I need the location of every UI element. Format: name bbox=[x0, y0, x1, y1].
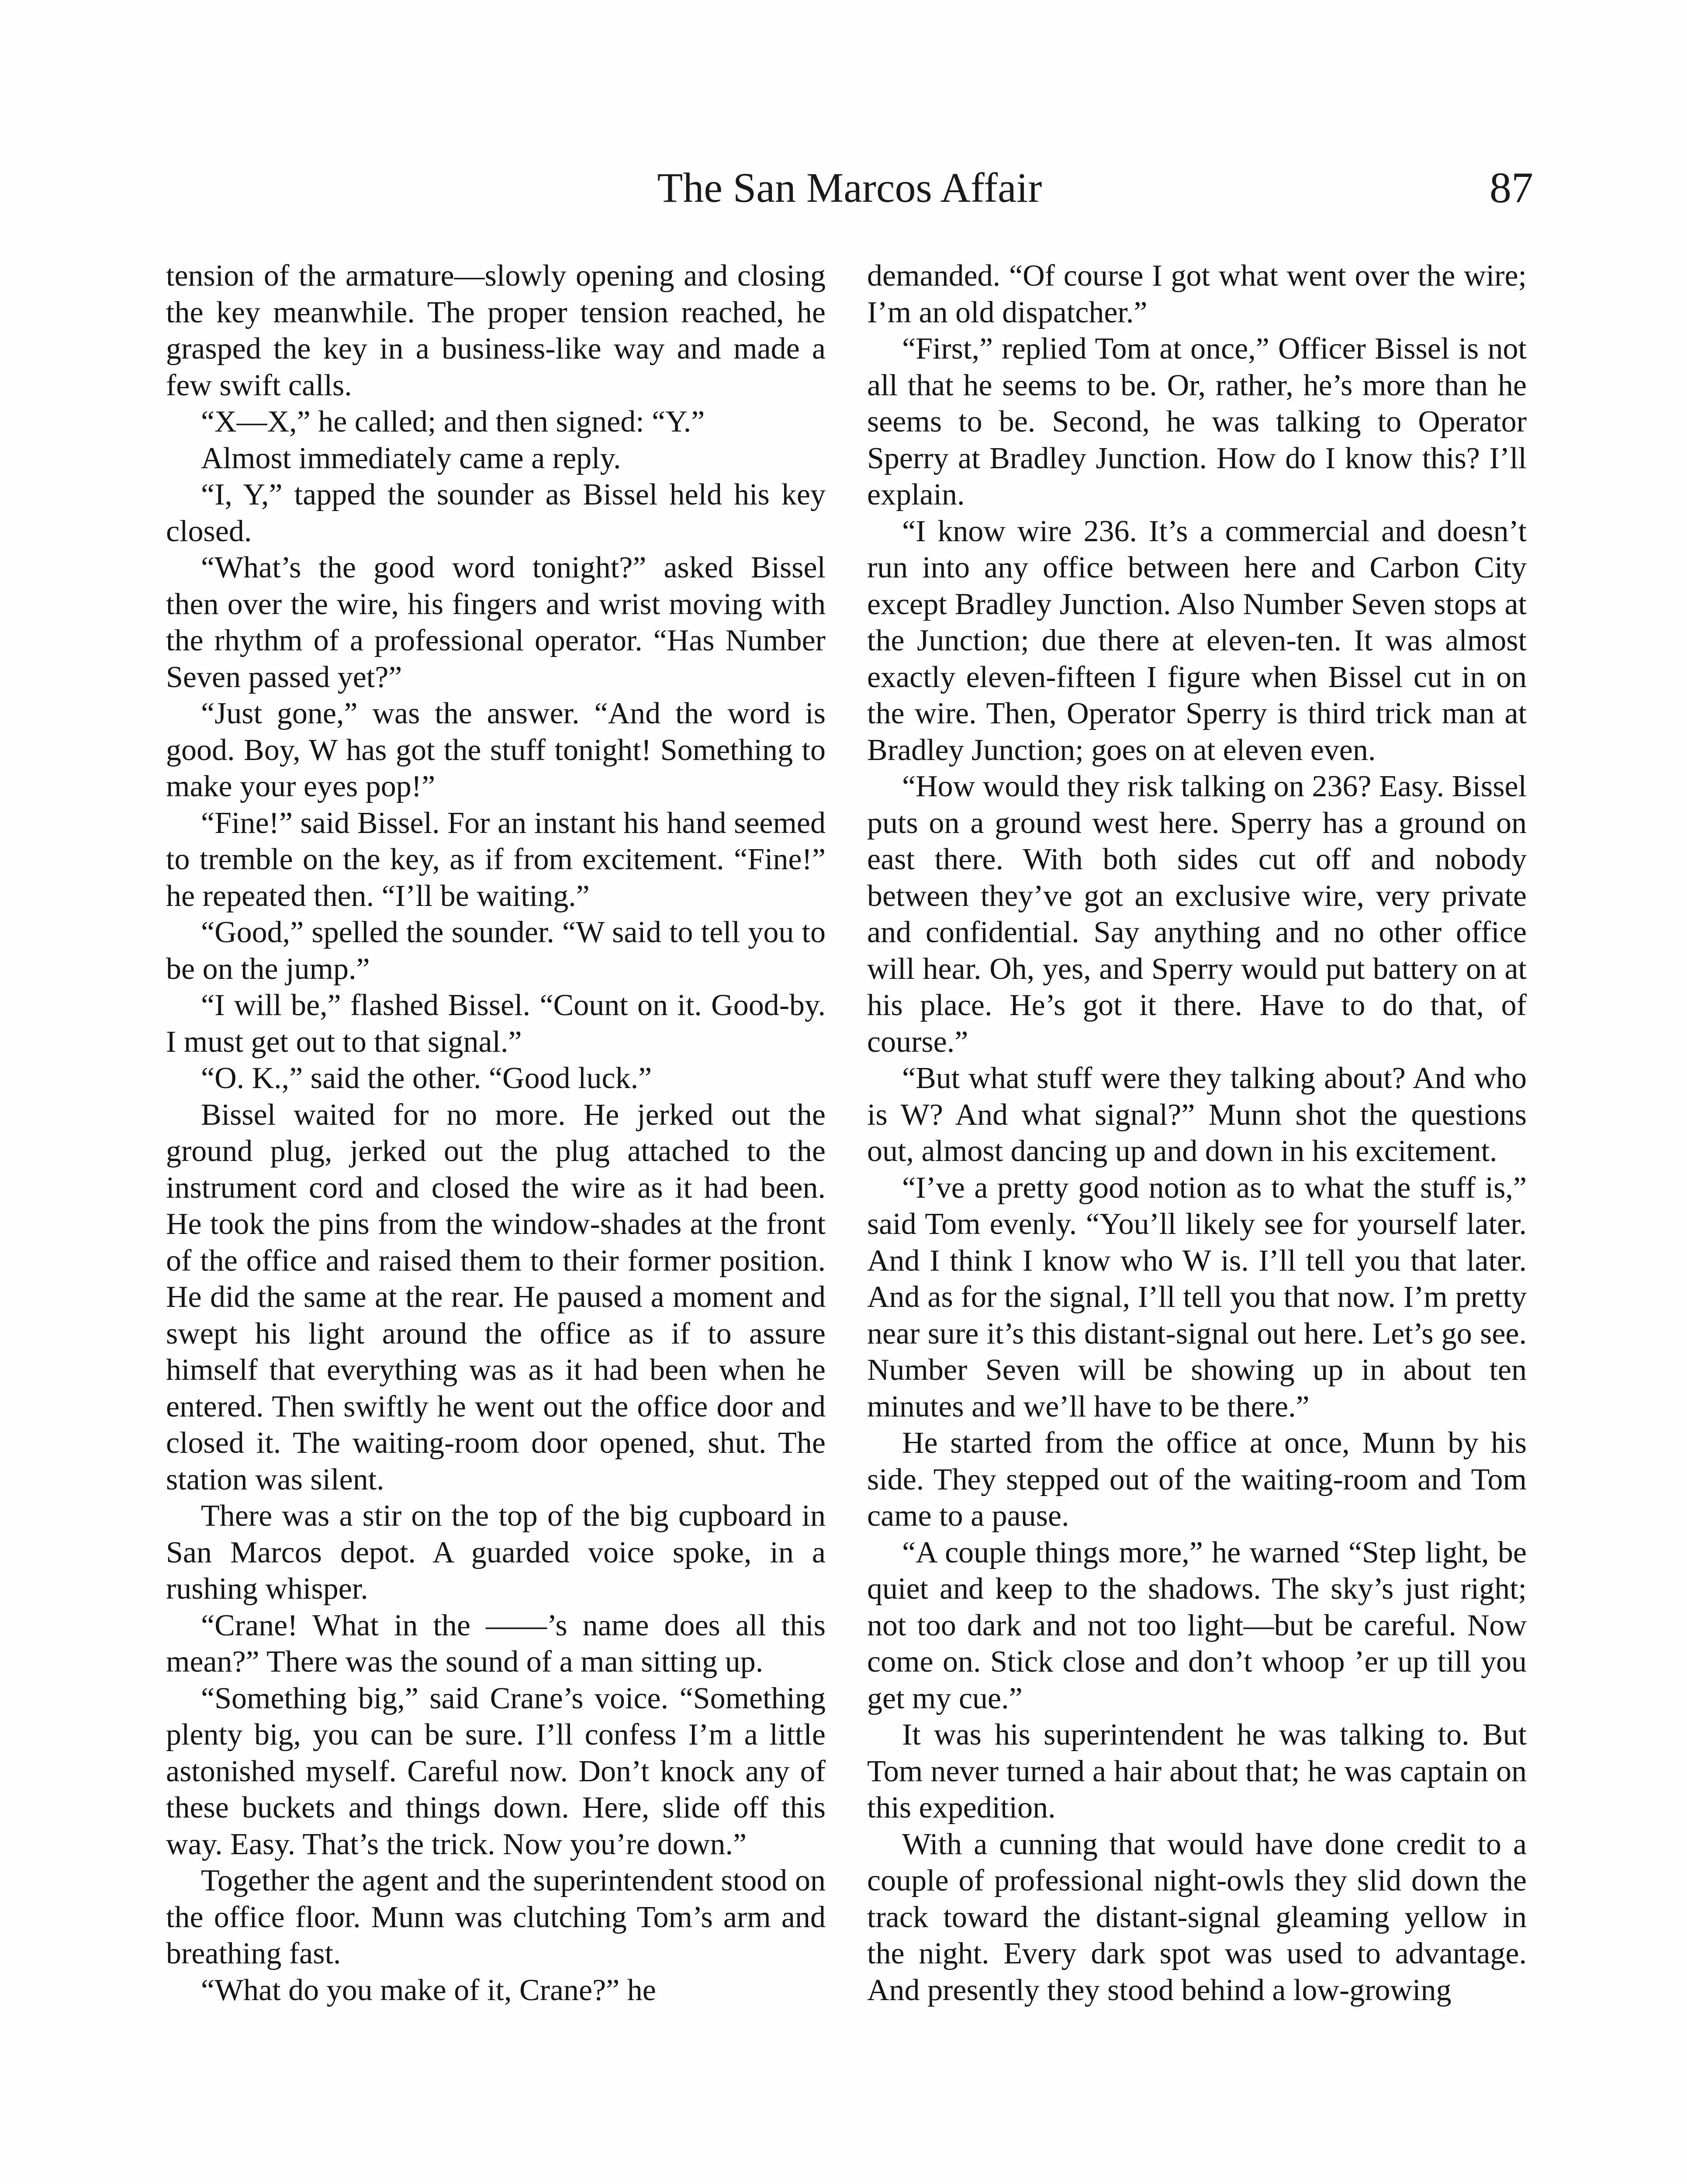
paragraph: demanded. “Of course I got what went over the wire; I’m an old dispatcher.” bbox=[867, 259, 1527, 329]
paragraph: “I’ve a pretty good notion as to what the stuff is,” said Tom evenly. “You’ll likely see for yourself later. And I think I know who W is. I’ll tell you that later. And as for the signal, I’ll tell you that now. I’m pretty near sure it’s this distant-signal out here. Let’s go see. Number Seven will be showing up in about ten minutes and we’ll have to be there.” bbox=[867, 1171, 1527, 1424]
paragraph: “X—X,” he called; and then signed: “Y.” bbox=[201, 405, 705, 439]
right-column bbox=[867, 258, 1527, 2008]
paragraph: “Fine!” said Bissel. For an instant his hand seemed to tremble on the key, as if from excitement. “Fine!” he repeated then. “I’ll be waiting.” bbox=[166, 806, 826, 913]
paragraph: tension of the armature—slowly opening and closing the key meanwhile. The proper tension reached, he grasped the key in a business-like way and made a few swift calls. bbox=[166, 259, 826, 402]
paragraph: “I, Y,” tapped the sounder as Bissel held his key closed. bbox=[166, 478, 826, 548]
paragraph: “But what stuff were they talking about? And who is W? And what signal?” Munn shot the questions out, almost dancing up and down in his excitement. bbox=[867, 1061, 1527, 1168]
page-number: 87 bbox=[1490, 163, 1533, 212]
paragraph: “I will be,” flashed Bissel. “Count on it. Good-by. I must get out to that signal.” bbox=[166, 988, 826, 1059]
left-column bbox=[166, 258, 826, 2008]
paragraph: “Just gone,” was the answer. “And the word is good. Boy, W has got the stuff tonight! Something to make your eyes pop!” bbox=[166, 697, 826, 803]
paragraph: “A couple things more,” he warned “Step light, be quiet and keep to the shadows. The sky’s just right; not too dark and not too light—but be careful. Now come on. Stick close and don’t whoop ’er up till you get my cue.” bbox=[867, 1535, 1527, 1715]
paragraph: “Crane! What in the ——’s name does all this mean?” There was the sound of a man sitting up. bbox=[166, 1608, 826, 1679]
paragraph: He started from the office at once, Munn by his side. They stepped out of the waiting-room and Tom came to a pause. bbox=[867, 1426, 1527, 1533]
paragraph: “First,” replied Tom at once,” Officer Bissel is not all that he seems to be. Or, rather, he’s more than he seems to be. Second, he was talking to Operator Sperry at Bradley Junction. How do I know this? I’ll explain. bbox=[867, 332, 1527, 511]
paragraph: Together the agent and the superintendent stood on the office floor. Munn was clutching Tom’s arm and breathing fast. bbox=[166, 1864, 826, 1970]
paragraph: “What do you make of it, Crane?” he bbox=[201, 1973, 656, 2007]
paragraph: “What’s the good word tonight?” asked Bissel then over the wire, his fingers and wrist moving with the rhythm of a professional operator. “Has Number Seven passed yet?” bbox=[166, 551, 826, 694]
paragraph: Almost immediately came a reply. bbox=[201, 441, 621, 475]
paragraph: With a cunning that would have done credit to a couple of professional night-owls they slid down the track toward the distant-signal gleaming yellow in the night. Every dark spot was used to advantage. And presently they stood behind a low-growing bbox=[867, 1827, 1527, 2007]
running-head bbox=[166, 157, 1533, 218]
paragraph: “O. K.,” said the other. “Good luck.” bbox=[201, 1061, 652, 1095]
paragraph: “Something big,” said Crane’s voice. “Something plenty big, you can be sure. I’ll confess I’m a little astonished myself. Careful now. Don’t knock any of these buckets and things down. Here, slide off this way. Easy. That’s the trick. Now you’re down.” bbox=[166, 1681, 826, 1861]
paragraph: “How would they risk talking on 236? Easy. Bissel puts on a ground west here. Sperry has a ground on east there. With both sides cut off and nobody between they’ve got an exclusive wire, very private and confidential. Say anything and no other office will hear. Oh, yes, and Sperry would put battery on at his place. He’s got it there. Have to do that, of course.” bbox=[867, 770, 1527, 1059]
paragraph: It was his superintendent he was talking to. But Tom never turned a hair about that; he was captain on this expedition. bbox=[867, 1718, 1527, 1825]
paragraph: Bissel waited for no more. He jerked out the ground plug, jerked out the plug attached to the instrument cord and closed the wire as it had been. He took the pins from the window-shades at the front of the office and raised them to their former position. He did the same at the rear. He paused a moment and swept his light around the office as if to assure himself that everything was as it had been when he entered. Then swiftly he went out the office door and closed it. The waiting-room door opened, shut. The station was silent. bbox=[166, 1098, 826, 1496]
paragraph: “Good,” spelled the sounder. “W said to tell you to be on the jump.” bbox=[166, 916, 826, 986]
paragraph: “I know wire 236. It’s a commercial and doesn’t run into any office between here and Carbon City except Bradley Junction. Also Number Seven stops at the Junction; due there at eleven-ten. It was almost exactly eleven-fifteen I figure when Bissel cut in on the wire. Then, Operator Sperry is third trick man at Bradley Junction; goes on at eleven even. bbox=[867, 514, 1527, 767]
running-title: The San Marcos Affair bbox=[657, 164, 1042, 211]
paragraph: There was a stir on the top of the big cupboard in San Marcos depot. A guarded voice spoke, in a rushing whisper. bbox=[166, 1499, 826, 1606]
